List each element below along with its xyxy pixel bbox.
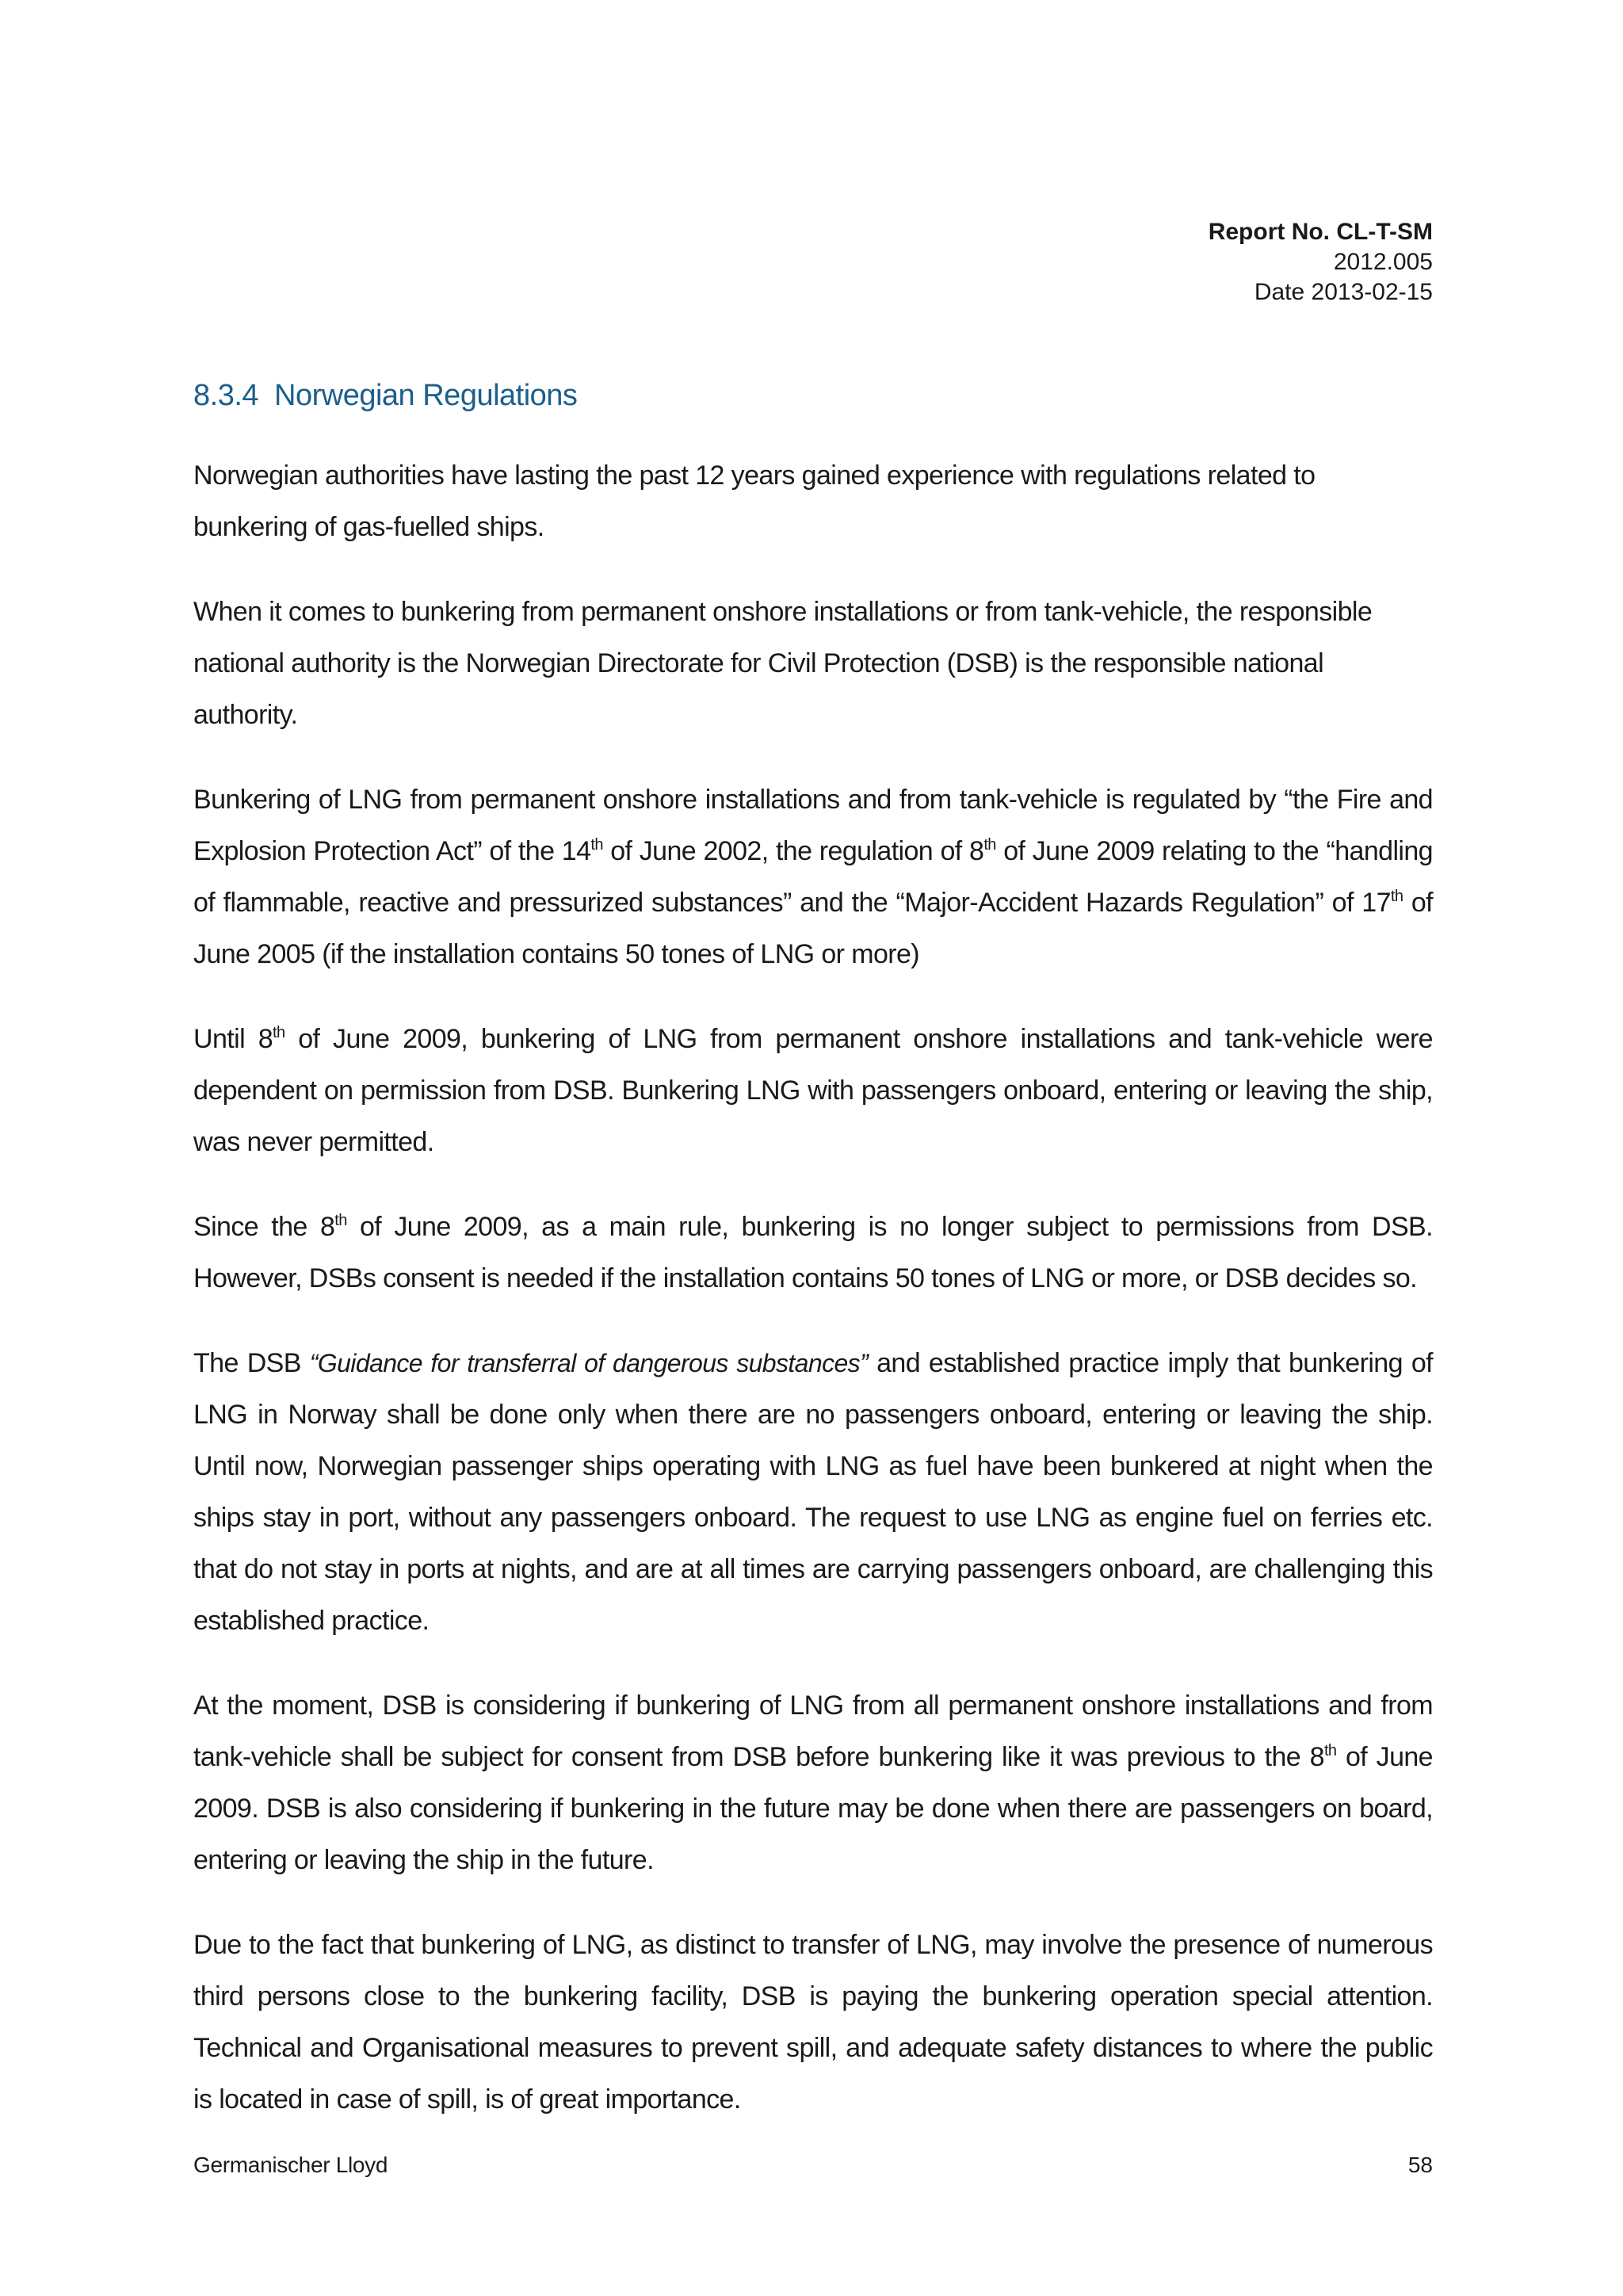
ordinal-suffix: th (334, 1212, 347, 1229)
paragraph-5-text-a: Since the 8 (193, 1212, 335, 1242)
paragraph-7-text-a: At the moment, DSB is considering if bunkering of LNG from all permanent onshore installations and from tank-vehicle shall be subject for consent from DSB before bunkering like it was previous to the 8 (193, 1690, 1433, 1772)
paragraph-6 (193, 1338, 1433, 1647)
paragraph-7 (193, 1680, 1433, 1886)
section-number: 8.3.4 (193, 379, 259, 412)
guidance-title: “Guidance for transferral of dangerous substances” (309, 1349, 869, 1377)
report-number: Report No. CL-T-SM (1208, 219, 1433, 245)
body-text (193, 450, 1433, 2159)
paragraph-2: When it comes to bunkering from permanent onshore installations or from tank-vehicle, the responsible national authority is the Norwegian Directorate for Civil Protection (DSB) is the responsible national authority. (193, 597, 1373, 730)
ordinal-suffix: th (983, 836, 996, 854)
report-date: Date 2013-02-15 (1254, 279, 1433, 305)
page-number: 58 (1407, 2153, 1433, 2177)
section-heading (193, 379, 577, 413)
paragraph-5 (193, 1201, 1433, 1305)
paragraph-4 (193, 1014, 1433, 1168)
section-title: Norwegian Regulations (274, 379, 578, 412)
paragraph-1: Norwegian authorities have lasting the past 12 years gained experience with regulations related to bunkering of gas-fuelled ships. (193, 460, 1316, 542)
ordinal-suffix: th (590, 836, 603, 854)
paragraph-4-text-a: Until 8 (193, 1024, 273, 1054)
paragraph-3 (193, 774, 1433, 980)
paragraph-8: Due to the fact that bunkering of LNG, as distinct to transfer of LNG, may involve the presence of numerous third persons close to the bunkering facility, DSB is paying the bunkering operation special attention. Technical and Organisational measures to prevent spill, and adequate safety distances to where the public is located in case of spill, is of great importance. (193, 1930, 1433, 2115)
paragraph-6-text-a: The DSB (193, 1348, 310, 1378)
paragraph-4-text-b: of June 2009, bunkering of LNG from permanent onshore installations and tank-vehicle were dependent on permission from DSB. Bunkering LNG with passengers onboard, entering or leaving the ship, was never permitted. (193, 1024, 1433, 1157)
ordinal-suffix: th (1390, 888, 1403, 905)
report-header (1209, 217, 1433, 308)
paragraph-3-text-b: of June 2002, the regulation of 8 (602, 836, 984, 866)
ordinal-suffix: th (273, 1024, 285, 1041)
paragraph-3-text-d: of June 2005 (if the installation contains 50 tones of LNG or more) (193, 888, 1433, 969)
paragraph-7-text-b: of June 2009. DSB is also considering if bunkering in the future may be done when there are passengers on board, entering or leaving the ship in the future. (193, 1742, 1433, 1875)
paragraph-3-text-c: of June 2009 relating to the “handling of flammable, reactive and pressurized substances” and the “Major-Accident Hazards Regulation” of 17 (193, 836, 1433, 918)
paragraph-3-text-a: Bunkering of LNG from permanent onshore installations and from tank-vehicle is regulated by “the Fire and Explosion Protection Act” of the 14 (193, 785, 1433, 866)
paragraph-6-text-b: and established practice imply that bunkering of LNG in Norway shall be done only when there are no passengers onboard, entering or leaving the ship. Until now, Norwegian passenger ships operating with LNG as fuel have been bunkered at night when the ships stay in port, without any passengers onboard. The request to use LNG as engine fuel on ferries etc. that do not stay in ports at nights, and are at all times are carrying passengers onboard, are challenging this established practice. (193, 1348, 1433, 1636)
footer-company: Germanischer Lloyd (193, 2153, 388, 2177)
report-code: 2012.005 (1333, 249, 1433, 275)
paragraph-5-text-b: of June 2009, as a main rule, bunkering is no longer subject to permissions from DSB. However, DSBs consent is needed if the installation contains 50 tones of LNG or more, or DSB decides so. (193, 1212, 1433, 1293)
ordinal-suffix: th (1323, 1742, 1337, 1759)
